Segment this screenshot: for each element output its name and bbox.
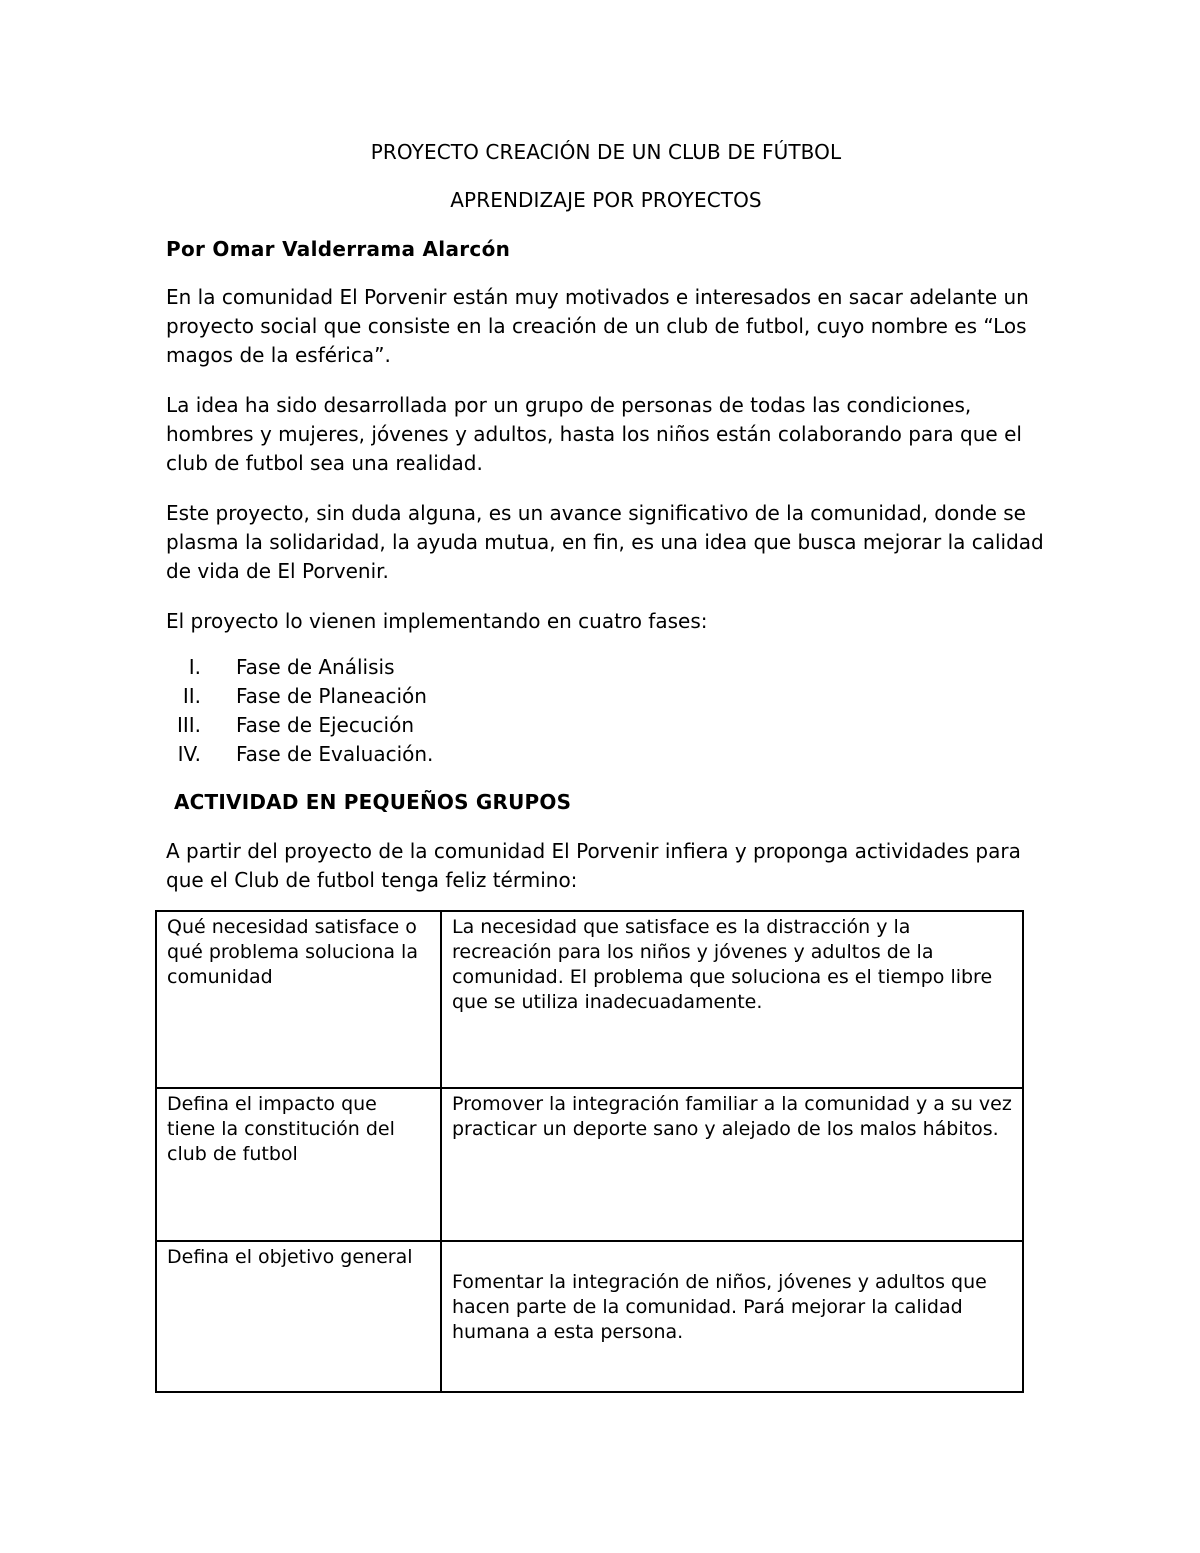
answer-cell: La necesidad que satisface es la distracción y la recreación para los niños y jóvenes y adultos de la comunidad. El problema que soluciona es el tiempo libre que se utiliza inadecuadamente. (441, 911, 1023, 1088)
table-row (156, 911, 1023, 1088)
answer-cell: Promover la integración familiar a la comunidad y a su vez practicar un deporte sano y alejado de los malos hábitos. (441, 1088, 1023, 1241)
paragraph-intro: En la comunidad El Porvenir están muy motivados e interesados en sacar adelante un proyecto social que consiste en la creación de un club de futbol, cuyo nombre es “Los magos de la esférica”. (166, 285, 1029, 367)
activity-table (155, 910, 1024, 1393)
activity-heading: ACTIVIDAD EN PEQUEÑOS GRUPOS (174, 790, 572, 814)
answer-cell (441, 1241, 1023, 1392)
paragraph-idea: La idea ha sido desarrollada por un grupo de personas de todas las condiciones, hombres y mujeres, jóvenes y adultos, hasta los niños están colaborando para que el club de futbol sea una realidad. (166, 393, 1022, 475)
document-subtitle: APRENDIZAJE POR PROYECTOS (450, 188, 762, 212)
phase-label: Fase de Análisis (236, 655, 395, 679)
phase-label: Fase de Evaluación. (236, 742, 434, 766)
document-author: Por Omar Valderrama Alarcón (166, 237, 511, 261)
document-title: PROYECTO CREACIÓN DE UN CLUB DE FÚTBOL (370, 140, 842, 164)
phase-label: Fase de Ejecución (236, 713, 414, 737)
paragraph-significance: Este proyecto, sin duda alguna, es un avance significativo de la comunidad, donde se plasma la solidaridad, la ayuda mutua, en fin, es una idea que busca mejorar la calidad de vida de El Porvenir. (166, 501, 1044, 583)
paragraph-phases-intro: El proyecto lo vienen implementando en cuatro fases: (166, 609, 708, 633)
list-item (166, 682, 1046, 711)
answer-text: Fomentar la integración de niños, jóvenes y adultos que hacen parte de la comunidad. Pará mejorar la calidad humana a esta persona. (452, 1271, 987, 1343)
phase-list (166, 653, 1046, 769)
phase-label: Fase de Planeación (236, 684, 427, 708)
list-item (166, 740, 1046, 769)
document-page (166, 138, 1046, 895)
phase-number: I. (188, 655, 201, 679)
phase-number: IV. (177, 742, 201, 766)
table-row (156, 1241, 1023, 1392)
list-item (166, 711, 1046, 740)
activity-table-wrapper (155, 910, 1022, 1393)
table-row (156, 1088, 1023, 1241)
question-cell: Qué necesidad satisface o qué problema soluciona la comunidad (156, 911, 441, 1088)
list-item (166, 653, 1046, 682)
phase-number: II. (182, 684, 201, 708)
question-cell: Defina el objetivo general (156, 1241, 441, 1392)
phase-number: III. (176, 713, 201, 737)
question-cell: Defina el impacto que tiene la constitución del club de futbol (156, 1088, 441, 1241)
activity-intro: A partir del proyecto de la comunidad El Porvenir infiera y proponga actividades para que el Club de futbol tenga feliz término: (166, 839, 1021, 892)
